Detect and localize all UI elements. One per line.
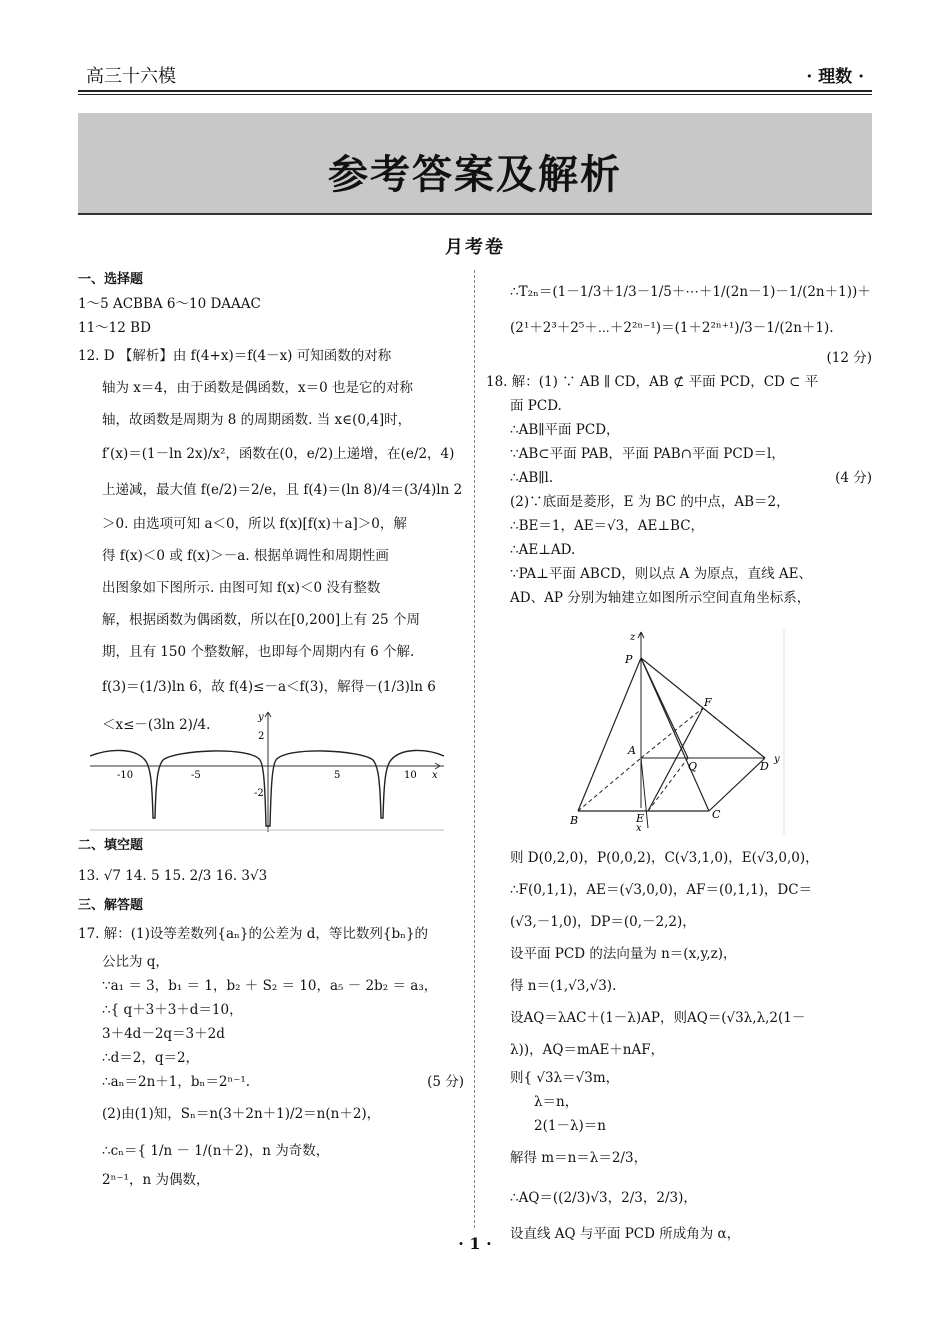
column-divider <box>474 270 475 1228</box>
solution-line: ∴{ q＋3＋3＋d＝10， <box>102 1002 243 1018</box>
solution-line: 解得 m＝n＝λ＝2/3， <box>510 1150 648 1166</box>
x-tick-label: 10 <box>404 770 417 781</box>
solution-line: λ))，AQ＝mAE＋nAF， <box>510 1042 665 1058</box>
y-tick-label: 2 <box>258 731 265 742</box>
x-tick-label: 5 <box>334 770 341 781</box>
solution-line: 则{ √3λ＝√3m， <box>510 1070 620 1086</box>
solution-line: (2)由(1)知，Sₙ＝n(3＋2n＋1)/2＝n(n＋2)， <box>102 1106 381 1122</box>
solution-line: 设直线 AQ 与平面 PCD 所成角为 α， <box>510 1226 741 1242</box>
solution-line: 轴，故函数是周期为 8 的周期函数. 当 x∈(0,4]时， <box>102 412 412 428</box>
solution-line: 得 f(x)＜0 或 f(x)＞－a. 根据单调性和周期性画 <box>102 548 389 564</box>
solution-line: ∴F(0,1,1)，AE＝(√3,0,0)，AF＝(0,1,1)，DC＝ <box>510 882 813 898</box>
solution-line: 2(1－λ)＝n <box>534 1118 606 1134</box>
solution-line: 17. 解：(1)设等差数列{aₙ}的公差为 d，等比数列{bₙ}的 <box>78 926 429 942</box>
answer-line: 11～12 BD <box>78 320 151 336</box>
score-label: (5 分) <box>427 1074 464 1090</box>
solution-line: ＞0. 由选项可知 a＜0，所以 f(x)[f(x)＋a]＞0，解 <box>102 516 407 532</box>
score-label: (12 分) <box>826 350 872 366</box>
solution-line: ∴T₂ₙ＝(1－1/3＋1/3－1/5＋⋯＋1/(2n－1)－1/(2n＋1))＋ <box>510 284 871 300</box>
score-label: (4 分) <box>835 470 872 486</box>
solution-line: 面 PCD. <box>510 398 562 414</box>
left-column <box>78 268 464 744</box>
solution-line: ＜x≤－(3ln 2)/4. <box>102 717 211 733</box>
page-header <box>78 58 872 90</box>
subject-label: · 理数 · <box>806 67 864 87</box>
solution-line: ∴cₙ＝{ 1/n － 1/(n＋2)，n 为奇数， <box>102 1143 330 1159</box>
solution-line <box>510 466 872 490</box>
solution-line: f′(x)＝(1－ln 2x)/x²，函数在(0，e/2)上递增，在(e/2，4) <box>102 446 455 462</box>
solution-line: ∴d＝2，q＝2， <box>102 1050 200 1066</box>
title-banner <box>78 113 872 215</box>
section-heading: 二、填空题 <box>78 838 144 853</box>
solution-line: AD、AP 分别为轴建立如图所示空间直角坐标系， <box>510 590 811 606</box>
solution-line: 设AQ＝λAC＋(1－λ)AP，则AQ＝(√3λ,λ,2(1－ <box>510 1010 806 1026</box>
banner-title: 参考答案及解析 <box>328 152 622 198</box>
point-label: F <box>704 696 712 709</box>
page-number: · 1 · <box>458 1234 492 1253</box>
x-tick-label: -10 <box>117 770 134 781</box>
header-rule <box>78 90 872 92</box>
right-column <box>486 274 872 610</box>
section-heading: 一、选择题 <box>78 272 144 287</box>
solution-line: 2ⁿ⁻¹，n 为偶数， <box>102 1172 210 1188</box>
point-label: P <box>625 653 633 666</box>
solution-line: ∴AE⊥AD. <box>510 542 576 558</box>
solution-text: ∴AB∥l. <box>510 470 554 486</box>
solution-line <box>78 1070 464 1094</box>
right-column-lower <box>510 842 872 1250</box>
y-axis-label: y <box>258 712 264 723</box>
left-column-lower <box>78 834 464 1192</box>
answer-line: 13. √7 14. 5 15. 2/3 16. 3√3 <box>78 868 268 884</box>
section-subtitle: 月考卷 <box>445 237 505 258</box>
x-axis-label: x <box>432 770 438 781</box>
solution-line: 设平面 PCD 的法向量为 n＝(x,y,z)， <box>510 946 737 962</box>
solution-line: f(3)＝(1/3)ln 6，故 f(4)≤－a＜f(3)，解得－(1/3)ln 6 <box>102 679 436 695</box>
solution-line: ∴AQ＝((2/3)√3，2/3，2/3)， <box>510 1190 697 1206</box>
point-label: Q <box>688 760 698 773</box>
function-curve <box>90 750 444 826</box>
solution-line: λ＝n， <box>534 1094 579 1110</box>
point-label: E <box>636 812 645 825</box>
pyramid-figure <box>570 628 800 834</box>
solution-line: ∴AB∥平面 PCD， <box>510 422 620 438</box>
solution-line: (√3,－1,0)，DP＝(0,－2,2)， <box>510 914 696 930</box>
solution-line: 12. D 【解析】由 f(4+x)＝f(4－x) 可知函数的对称 <box>78 348 392 364</box>
solution-line: 轴为 x＝4，由于函数是偶函数，x＝0 也是它的对称 <box>102 380 413 396</box>
solution-line: 公比为 q， <box>102 954 169 970</box>
solution-line: 出图象如下图所示. 由图可知 f(x)＜0 没有整数 <box>102 580 381 596</box>
solution-line: 得 n＝(1,√3,√3). <box>510 978 617 994</box>
header-rule-thin <box>78 94 872 95</box>
solution-line: 则 D(0,2,0)，P(0,0,2)，C(√3,1,0)，E(√3,0,0)， <box>510 850 819 866</box>
y-axis-label: y <box>774 754 780 765</box>
point-label: C <box>712 808 721 821</box>
solution-line: 3＋4d－2q＝3＋2d <box>102 1026 225 1042</box>
solution-line: ∴BE＝1，AE＝√3，AE⊥BC， <box>510 518 705 534</box>
exam-name: 高三十六模 <box>86 66 176 87</box>
y-tick-label: -2 <box>254 788 264 799</box>
solution-line: (2¹＋2³＋2⁵＋⋯＋2²ⁿ⁻¹)＝(1＋2²ⁿ⁺¹)/3－1/(2n＋1). <box>510 320 834 336</box>
z-axis-label: z <box>630 632 636 643</box>
function-graph <box>90 708 444 832</box>
solution-line: ∵PA⊥平面 ABCD，则以点 A 为原点，直线 AE、 <box>510 566 812 582</box>
point-label: D <box>760 760 769 773</box>
x-tick-label: -5 <box>191 770 201 781</box>
solution-line: 期，且有 150 个整数解，也即每个周期内有 6 个解. <box>102 644 415 660</box>
solution-line: (2)∵底面是菱形，E 为 BC 的中点，AB＝2， <box>510 494 790 510</box>
solution-line: ∵AB⊂平面 PAB，平面 PAB∩平面 PCD＝l， <box>510 446 785 462</box>
point-label: A <box>628 744 636 757</box>
solution-line: ∵a₁ ＝ 3，b₁ ＝ 1，b₂ ＋ S₂ ＝ 10，a₅ － 2b₂ ＝ a₃， <box>102 978 438 994</box>
solution-line: 解，根据函数为偶函数，所以在[0,200]上有 25 个周 <box>102 612 420 628</box>
section-heading: 三、解答题 <box>78 898 144 913</box>
solution-text: ∴aₙ＝2n＋1，bₙ＝2ⁿ⁻¹. <box>102 1074 251 1090</box>
solution-line: 18. 解：(1) ∵ AB ∥ CD，AB ⊄ 平面 PCD，CD ⊂ 平 <box>486 374 819 390</box>
solution-line: 上递减，最大值 f(e/2)＝2/e，且 f(4)＝(ln 8)/4＝(3/4)ln 2 <box>102 482 463 498</box>
x-axis-label: x <box>636 823 642 834</box>
point-label: B <box>570 814 579 827</box>
answer-line: 1～5 ACBBA 6～10 DAAAC <box>78 296 261 312</box>
